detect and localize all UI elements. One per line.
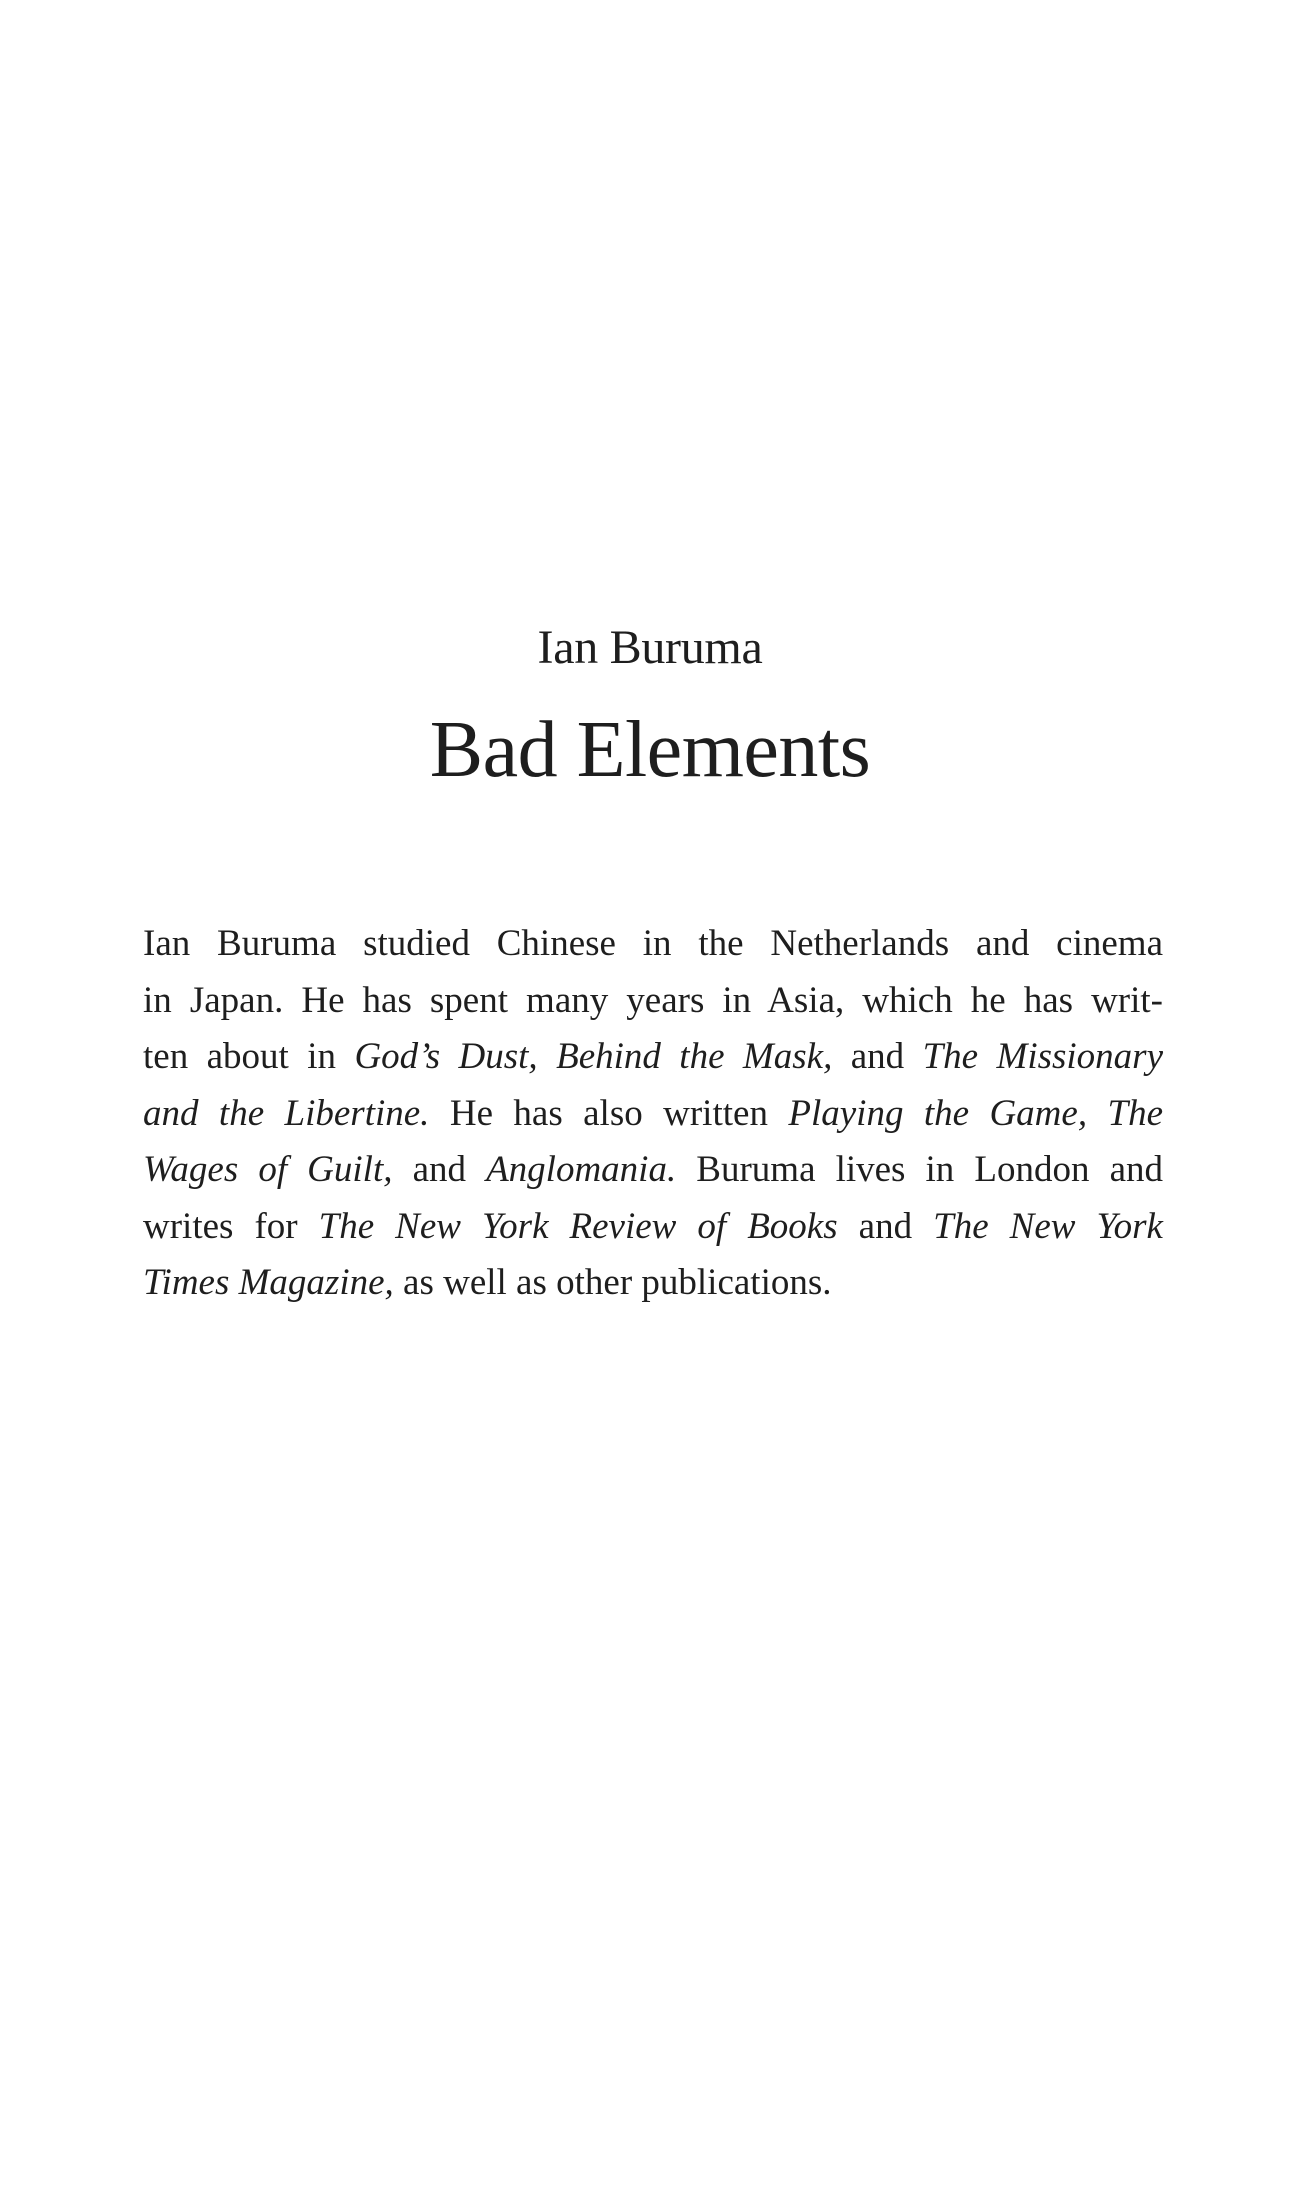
bio-text: ten about in: [143, 1036, 355, 1077]
bio-book-title: Anglomania.: [486, 1149, 677, 1190]
author-name: Ian Buruma: [537, 621, 763, 674]
bio-text: in Japan. He has spent many years in Asia, which he has writ-: [143, 979, 1163, 1021]
bio-book-title: God’s Dust,: [354, 1036, 538, 1077]
bio-book-title: and the Libertine.: [143, 1092, 430, 1134]
bio-text: He has also written: [429, 1092, 789, 1134]
bio-book-title: The Missionary: [922, 1036, 1164, 1077]
bio-text: writes for: [143, 1205, 319, 1247]
bio-line: [143, 973, 1163, 1030]
bio-text: as well as other publications.: [393, 1262, 832, 1303]
bio-line: [143, 1142, 1163, 1199]
bio-publication-title: The New York: [933, 1205, 1163, 1247]
bio-publication-title: Times Magazine,: [143, 1262, 394, 1303]
bio-text: and: [392, 1149, 487, 1190]
bio-text: Ian Buruma studied Chinese in the Netherlands and cinema: [143, 923, 1163, 964]
bio-line: [143, 1199, 1163, 1256]
bio-text: Buruma lives in London and: [676, 1149, 1163, 1190]
book-title: Bad Elements: [429, 706, 871, 794]
bio-line: [143, 1029, 1163, 1086]
bio-book-title: The: [1107, 1092, 1163, 1134]
bio-line: [143, 1086, 1163, 1143]
bio-line: [143, 1255, 1163, 1312]
bio-book-title: Playing the Game,: [788, 1092, 1088, 1134]
bio-text: [538, 1036, 556, 1077]
bio-text: and: [832, 1036, 923, 1077]
bio-book-title: Behind the Mask,: [556, 1036, 833, 1077]
bio-line: [143, 916, 1163, 973]
bio-text: and: [837, 1205, 934, 1247]
bio-publication-title: The New York Review of Books: [318, 1205, 838, 1247]
author-bio: [143, 916, 1163, 1312]
bio-text: [1087, 1093, 1107, 1134]
bio-book-title: Wages of Guilt,: [143, 1149, 393, 1190]
